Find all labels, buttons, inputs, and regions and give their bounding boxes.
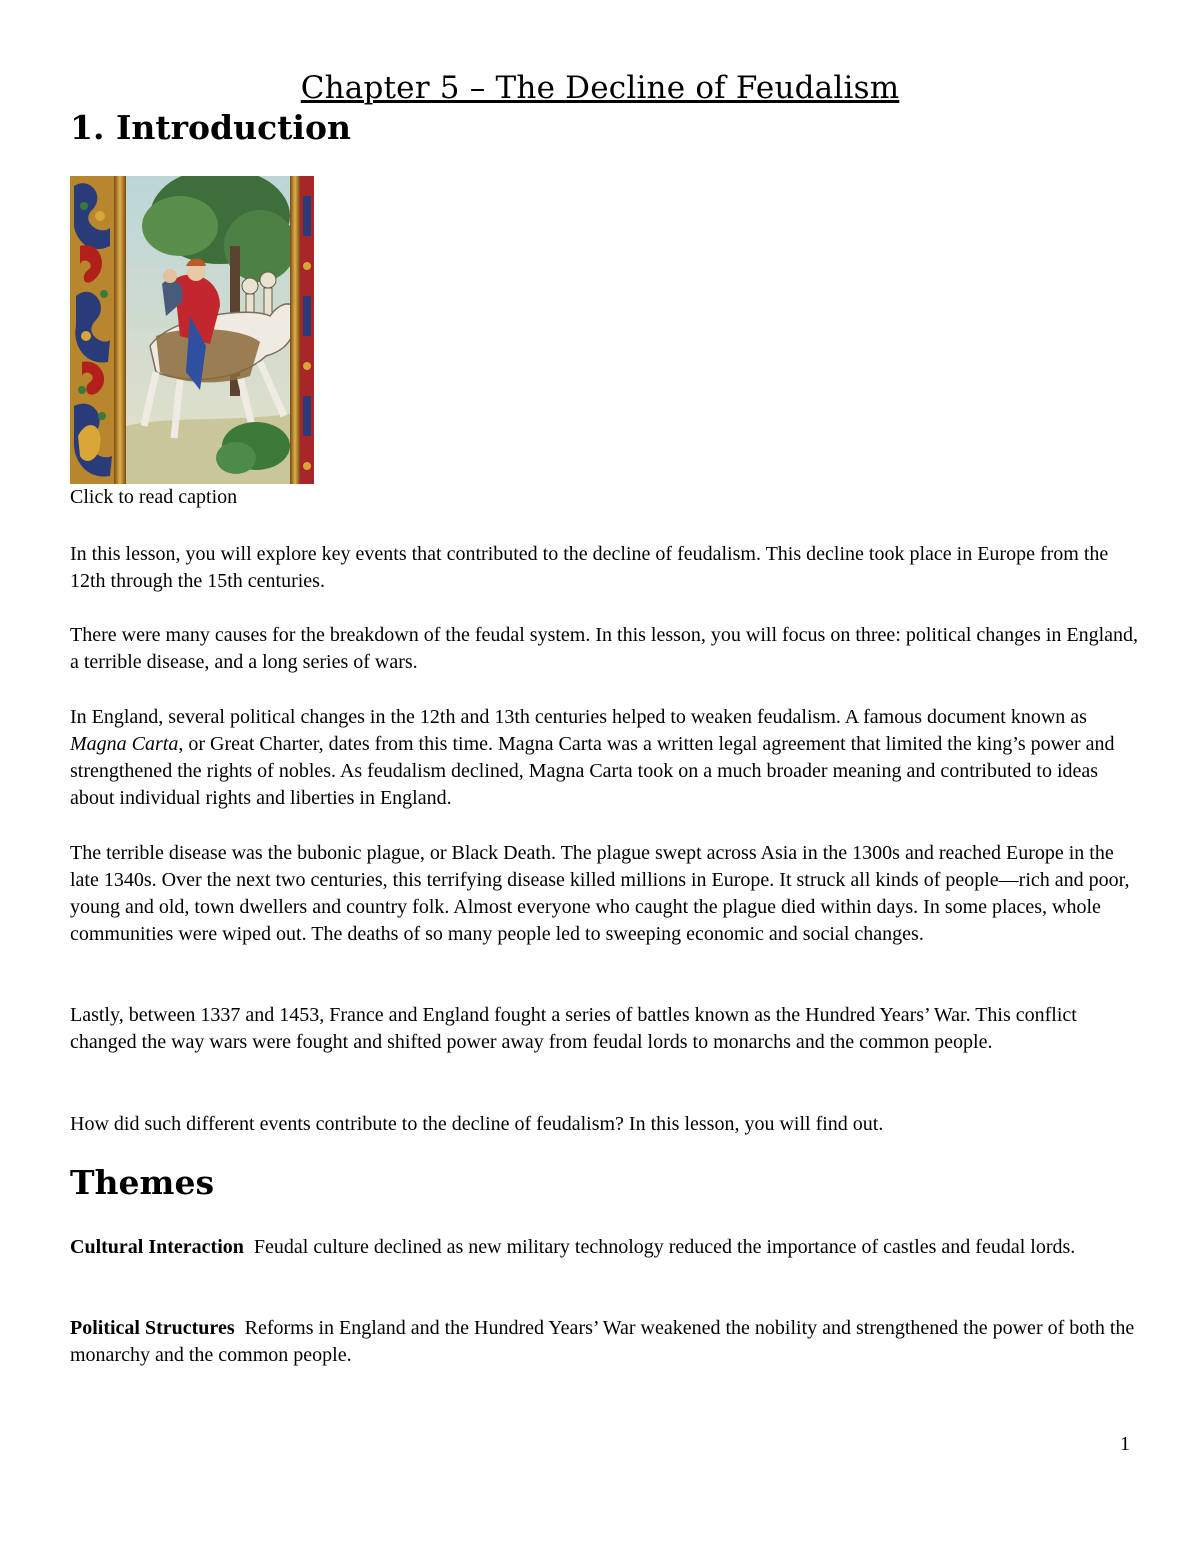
theme-cultural-interaction bbox=[70, 1234, 1140, 1261]
theme-political-structures bbox=[70, 1315, 1140, 1369]
theme-label: Cultural Interaction bbox=[70, 1236, 244, 1258]
theme-text: Feudal culture declined as new military technology reduced the importance of castles and feudal lords. bbox=[253, 1236, 1076, 1258]
intro-paragraph-2: There were many causes for the breakdown of the feudal system. In this lesson, you will focus on three: political changes in England, a terrible disease, and a long series of wars. bbox=[70, 624, 1139, 673]
magna-carta-title: Magna Carta bbox=[70, 733, 179, 755]
manuscript-illustration[interactable] bbox=[70, 176, 314, 484]
themes-heading: Themes bbox=[70, 1163, 215, 1202]
intro-paragraph-5: Lastly, between 1337 and 1453, France and England fought a series of battles known as the Hundred Years’ War. This conflict changed the way wars were fought and shifted power away from feudal lords to monarchs and the common people. bbox=[70, 1004, 1077, 1053]
intro-paragraph-4: The terrible disease was the bubonic plague, or Black Death. The plague swept across Asia in the 1300s and reached Europe in the late 1340s. Over the next two centuries, this terrifying disease killed millions in Europe. It struck all kinds of people—rich and poor, young and old, town dwellers and country folk. Almost everyone who caught the plague died within days. In some places, whole communities were wiped out. The deaths of so many people led to sweeping economic and social changes. bbox=[70, 842, 1130, 945]
paragraph-3-text-start: In England, several political changes in the 12th and 13th centuries helped to weaken feudalism. A famous document known as bbox=[70, 706, 1087, 728]
intro-paragraph-1: In this lesson, you will explore key events that contributed to the decline of feudalism. This decline took place in Europe from the 12th through the 15th centuries. bbox=[70, 543, 1109, 592]
manuscript-illustration-image bbox=[70, 176, 314, 484]
intro-paragraph-6: How did such different events contribute to the decline of feudalism? In this lesson, you will find out. bbox=[70, 1113, 884, 1135]
chapter-title: Chapter 5 – The Decline of Feudalism bbox=[300, 70, 900, 106]
section-heading: 1. Introduction bbox=[70, 108, 351, 147]
paragraph-3-text-end: , or Great Charter, dates from this time. Magna Carta was a written legal agreement that limited the king’s power and strengthened the rights of nobles. As feudalism declined, Magna Carta took on a much broader meaning and contributed to ideas about individual rights and liberties in England. bbox=[70, 733, 1115, 809]
theme-text: Reforms in England and the Hundred Years’ War weakened the nobility and strengthened the power of both the monarchy and the common people. bbox=[70, 1317, 1135, 1366]
intro-paragraph-3 bbox=[70, 704, 1140, 812]
caption-link[interactable]: Click to read caption bbox=[70, 486, 238, 508]
page-number: 1 bbox=[1120, 1433, 1130, 1455]
theme-label: Political Structures bbox=[70, 1317, 235, 1339]
